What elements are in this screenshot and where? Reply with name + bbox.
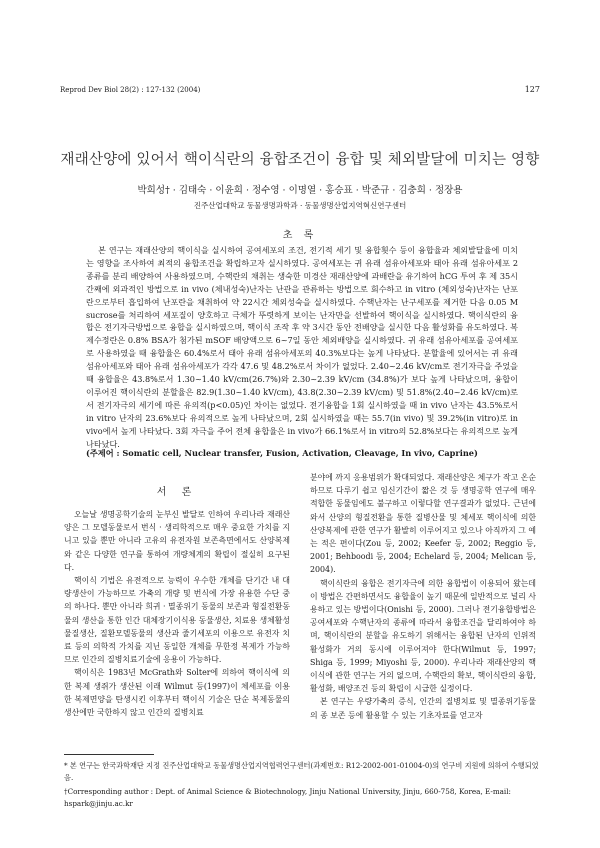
intro-paragraph: 오늘날 생명공학기술의 눈부신 발달로 인하여 우리나라 재래산양은 그 모델동물로서 번식 · 생리학적으로 매우 중요한 가치를 지니고 있을 뿐만 아니라 고유의 유전자원 보존측면에서도 산양복제와 같은 다양한 연구를 통하여 개량체계의 확립이 절실히 요구된다. (64, 510, 290, 572)
page-number: 127 (524, 85, 540, 94)
left-column (64, 508, 290, 719)
abstract-heading: 초 록 (282, 230, 318, 241)
intro-paragraph: 핵이식은 1983년 McGrath와 Solter에 의하여 핵이식에 의한 복제 생쥐가 생산된 이래 Wilmut 등(1997)이 체세포를 이용한 복제면양을 탄생시킨 이후부터 핵이식 기술은 단순 복제동물의 생산에만 국한하지 않고 인간의 질병치료 (64, 668, 290, 718)
intro-paragraph: 본 연구는 우량가축의 증식, 인간의 질병치료 및 멸종위기동물의 종 보존 등에 활용할 수 있는 기초자료를 얻고자 (310, 697, 536, 720)
right-column (310, 471, 536, 722)
journal-citation: Reprod Dev Biol 28(2) : 127-132 (2004) (60, 86, 201, 94)
footnotes (64, 760, 544, 812)
funding-footnote: * 본 연구는 한국과학재단 지정 진주산업대학교 동물생명산업지역협력연구센터(과제번호: R12-2002-001-01004-0)의 연구비 지원에 의하여 수행되었음. (64, 761, 539, 782)
corresponding-author-footnote: †Corresponding author : Dept. of Animal Science & Biotechnology, Jinju National University, Jinju, 660-758, Korea, E-mail: hspark@jinju.ac.kr (64, 787, 511, 808)
keywords: (주제어 : Somatic cell, Nuclear transfer, Fusion, Activation, Cleavage, In vivo, Caprine) (86, 448, 478, 458)
intro-paragraph: 핵이식 기법은 유전적으로 능력이 우수한 개체를 단기간 내 대량생산이 가능하므로 가축의 개량 및 번식에 가장 유용한 수단 중의 하나다. 뿐만 아니라 희귀 · 멸종위기 동물의 보존과 형질전환동물의 생산을 통한 인간 대체장기이식용 동물생산, 치료용 생체활성물질생산, 질환모델동물의 생산과 줄기세포의 이용으로 유전자 치료 등의 의학적 가치를 지닌 동일한 개체를 무한정 복제가 가능하므로 인간의 질병치료기술에 응용이 가능하다. (64, 576, 290, 665)
introduction-heading: 서 론 (156, 487, 198, 498)
paper-title: 재래산양에 있어서 핵이식란의 융합조건이 융합 및 체외발달에 미치는 영향 (60, 152, 540, 168)
abstract-paragraph: 본 연구는 재래산양의 핵이식을 실시하여 공여세포의 조건, 전기적 세기 및 융합횟수 등이 융합율과 체외발달율에 미치는 영향을 조사하여 최적의 융합조건을 확립하고자 실시하였다. 공여세포는 귀 유래 섬유아세포와 태아 유래 섬유아세포 2종류를 분리 배양하여 사용하였으며, 수핵란의 채취는 생숙한 미경산 재래산양에 과배란을 유기하여 hCG 투여 후 제 35시간째에 외과적인 방법으로 in vivo (체내성숙)난자는 난관을 관류하는 방법으로 회수하고 in vitro (체외성숙)난자는 난포란으로부터 흡입하여 난포란을 채취하여 약 22시간 체외성숙을 실시하였다. 수핵난자는 난구세포를 제거한 다음 0.05 M sucrose를 처리하여 세포질이 양호하고 극체가 뚜렷하게 보이는 난자만을 선발하여 핵이식을 실시하였다. 핵이식란의 융합은 전기자극방법으로 융합을 실시하였으며, 핵이식 조작 후 약 3시간 동안 전배양을 실시한 다음 활성화를 유도하였다. 복제수정란은 0.8% BSA가 첨가된 mSOF 배양액으로 6~7일 동안 체외배양을 실시하였다. 귀 유래 섬유아세포를 공여세포로 사용하였을 때 융합율은 60.4%로서 태아 유래 섬유아세포의 40.3%보다는 높게 나타났다. 분할율에 있어서는 귀 유래 섬유아세포와 태아 유래 섬유아세포가 각각 47.6 및 48.2%로서 차이가 없었다. 2.40~2.46 kV/cm로 전기자극을 주었을 때 융합율은 43.8%로서 1.30~1.40 kV/cm(26.7%)와 2.30~2.39 kV/cm (34.8%)가 보다 높게 나타났으며, 융합이 이루어진 핵이식란의 분할율은 82.9(1.30~1.40 kV/cm), 43.8(2.30~2.39 kV/cm) 및 51.8%(2.40~2.46 kV/cm)로서 전기자극의 세기에 따른 유의적(p<0.05)인 차이는 없었다. 전기융합을 1회 실시하였을 때 in vivo 난자는 43.5%로서 in vitro 난자의 23.6%보다 유의적으로 높게 나타났으며, 2회 실시하였을 때는 55.7(in vivo) 및 39.2%(in vitro)로 in vivo에서 높게 나타났다. 3회 자극을 주어 전체 융합율은 in vivo가 66.1%로서 in vitro의 52.8%보다는 유의적으로 높게 나타났다. (86, 245, 519, 449)
footnote-divider (64, 754, 154, 755)
intro-paragraph: 핵이식란의 융합은 전기자극에 의한 융합법이 이용되어 왔는데 이 방법은 간편하면서도 융합율이 높기 때문에 일반적으로 널리 사용하고 있는 방법이다(Onishi 등, 2000). 그러나 전기융합방법은 공여세포와 수핵난자의 종류에 따라서 융합조건을 달리하여야 하며, 핵이식란의 분할을 유도하기 위해서는 융합된 난자의 인위적 활성화가 거의 동시에 이루어져야 한다(Wilmut 등, 1997; Shiga 등, 1999; Miyoshi 등, 2000). 우리나라 재래산양의 핵이식에 관한 연구는 거의 없으며, 수핵란의 확보, 핵이식란의 융합, 활성화, 배양조건 등의 확립이 시급한 실정이다. (310, 578, 536, 694)
abstract (86, 244, 518, 451)
intro-paragraph: 분야에 까지 응용범위가 확대되었다. 재래산양은 체구가 작고 온순하므로 다루기 쉽고 임신기간이 짧은 것 등 생명공학 연구에 매우 적합한 동물임에도 불구하고 이렇다할 연구결과가 없었다. 근년에 와서 산양의 형질전환을 통한 질병산물 및 체세포 핵이식에 의한 산양복제에 관한 연구가 활발히 이루어지고 있으나 아직까지 그 예는 적은 편이다(Zou 등, 2002; Keefer 등, 2002; Reggio 등, 2001; Behboodi 등, 2004; Echelard 등, 2004; Melican 등, 2004). (310, 473, 536, 575)
affiliation: 진주산업대학교 동물생명과학과 · 동물생명산업지역혁신연구센터 (193, 201, 407, 210)
author-list: 박희성† · 김태숙 · 이윤희 · 정수영 · 이명열 · 홍승표 · 박준규 · 김충희 · 정장용 (137, 185, 463, 196)
